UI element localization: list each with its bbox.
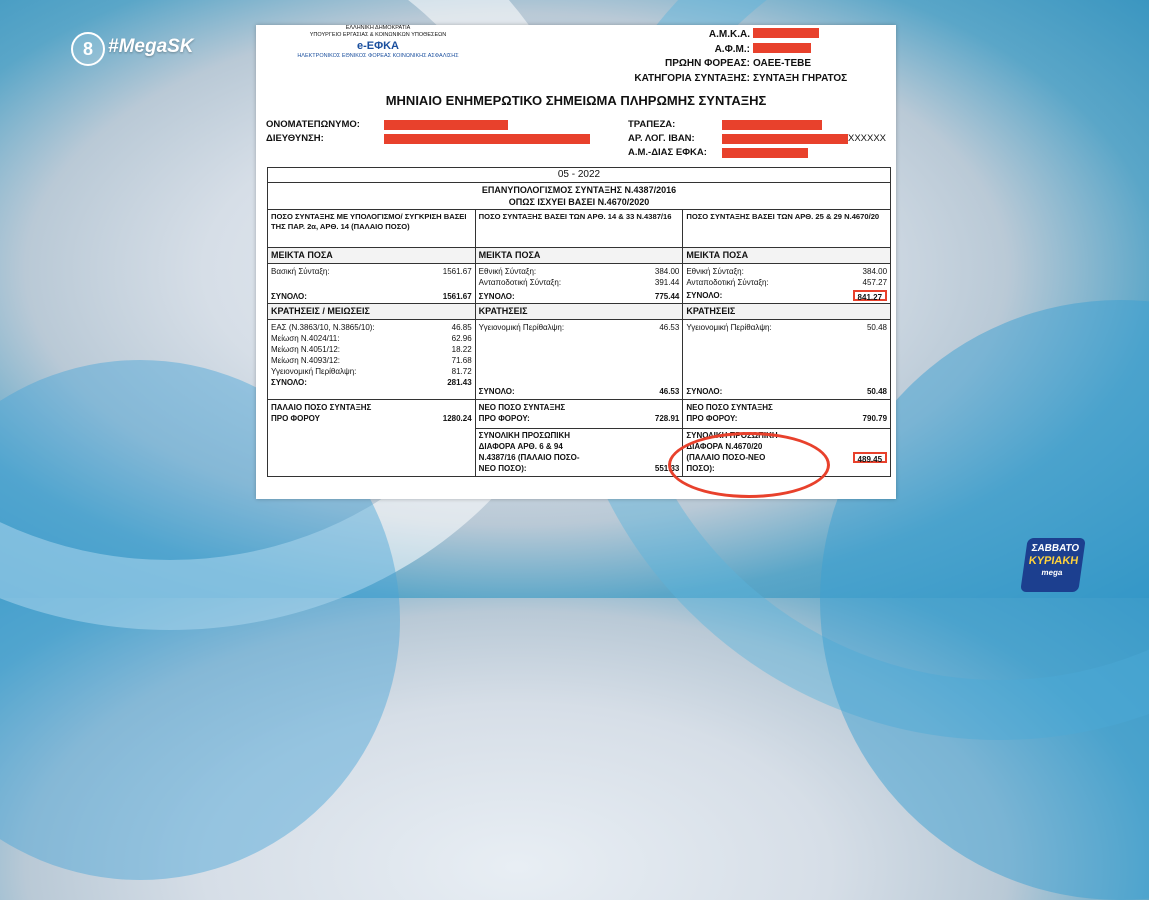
row-label: ΣΥΝΟΛΙΚΗ ΠΡΟΣΩΠΙΚΗ [478, 431, 571, 440]
former-org-value: ΟΑΕΕ-ΤΕΒΕ [753, 58, 812, 69]
row-label: ΠΟΣΟ): [686, 464, 715, 473]
show-logo [1020, 538, 1086, 592]
deductions-block [683, 320, 890, 400]
recalc-heading [268, 183, 890, 210]
redaction-bar [722, 134, 848, 144]
former-org-label: ΠΡΩΗΝ ΦΟΡΕΑΣ: [664, 58, 750, 69]
row-value: 384.00 [654, 267, 680, 276]
row-value: 281.43 [447, 378, 472, 387]
table-row [683, 266, 890, 277]
row-label: Ανταποδοτική Σύνταξη: [686, 278, 769, 287]
category-label: ΚΑΤΗΓΟΡΙΑ ΣΥΝΤΑΞΗΣ: [634, 72, 750, 84]
total-row [683, 290, 890, 301]
row-label: ΠΡΟ ΦΟΡΟΥ: [478, 414, 530, 423]
pre-tax-row [268, 413, 475, 424]
row-value: 50.48 [866, 387, 888, 396]
table-row [683, 322, 890, 333]
deductions-heading: ΚΡΑΤΗΣΕΙΣ [476, 304, 683, 320]
row-value: 1561.67 [442, 292, 472, 301]
row-label: ΔΙΑΦΟΡΑ Ν.4670/20 [686, 442, 763, 451]
row-value: 18.22 [451, 345, 472, 354]
row-label: Υγειονομική Περίθαλψη: [271, 367, 357, 376]
pre-tax-block [476, 400, 683, 429]
row-label: ΝΕΟ ΠΟΣΟ): [478, 464, 527, 473]
row-label: (ΠΑΛΑΙΟ ΠΟΣΟ-ΝΕΟ [686, 453, 766, 462]
row-label: Ν.4387/16 (ΠΑΛΑΙΟ ΠΟΣΟ- [478, 453, 580, 462]
pre-tax-block [683, 400, 890, 429]
row-value: 391.44 [654, 278, 680, 287]
row-value: 62.96 [451, 334, 472, 343]
table-row [683, 277, 890, 288]
period: 05 - 2022 [268, 168, 890, 183]
row-value: 775.44 [654, 292, 680, 301]
ministry-header [278, 25, 478, 60]
total-row [268, 291, 475, 302]
table-row [268, 366, 475, 377]
table-row [476, 277, 683, 288]
ministry-line: ΕΛΛΗΝΙΚΗ ΔΗΜΟΚΡΑΤΙΑ [345, 25, 411, 31]
row-label: Μείωση Ν.4024/11: [271, 334, 340, 343]
pre-tax-label [683, 402, 890, 413]
pre-tax-label [476, 402, 683, 413]
total-row [268, 377, 475, 388]
gross-heading: ΜΕΙΚΤΑ ΠΟΣΑ [683, 248, 890, 264]
redaction-bar [722, 148, 808, 158]
redaction-bar [722, 120, 822, 130]
personal-info [266, 118, 590, 146]
row-value: 1280.24 [442, 414, 472, 423]
table-row [268, 266, 475, 277]
row-value: 551.33 [654, 464, 680, 473]
show-logo-line: ΣΑΒΒΑΤΟ [1030, 543, 1080, 554]
gross-heading: ΜΕΙΚΤΑ ΠΟΣΑ [476, 248, 683, 264]
deductions-block [476, 320, 683, 400]
deductions-heading: ΚΡΑΤΗΣΕΙΣ / ΜΕΙΩΣΕΙΣ [268, 304, 475, 320]
difference-row [476, 463, 683, 474]
row-label: ΣΥΝΟΛΟ: [271, 292, 307, 301]
redaction-bar [753, 43, 811, 53]
document-title: ΜΗΝΙΑΙΟ ΕΝΗΜΕΡΩΤΙΚΟ ΣΗΜΕΙΩΜΑ ΠΛΗΡΩΜΗΣ ΣΥΝΤΑΞΗΣ [385, 93, 767, 108]
row-label: Εθνική Σύνταξη: [478, 267, 537, 276]
table-row [268, 355, 475, 366]
difference-label [476, 441, 683, 452]
show-hashtag: #MegaSK [108, 36, 194, 57]
row-value: 81.72 [451, 367, 472, 376]
total-row [683, 386, 890, 397]
iban-label: ΑΡ. ΛΟΓ. ΙΒΑΝ: [628, 133, 695, 144]
pre-tax-row [476, 413, 683, 424]
row-label: ΠΑΛΑΙΟ ΠΟΣΟ ΣΥΝΤΑΞΗΣ [271, 403, 372, 412]
gross-block [268, 264, 475, 304]
table-row [268, 277, 475, 288]
row-label: ΝΕΟ ΠΟΣΟ ΣΥΝΤΑΞΗΣ [478, 403, 566, 412]
address-label: ΔΙΕΥΘΥΝΣΗ: [266, 133, 324, 144]
efka-full-name: ΗΛΕΚΤΡΟΝΙΚΟΣ ΕΘΝΙΚΟΣ ΦΟΡΕΑΣ ΚΟΙΝΩΝΙΚΗΣ ΑΣΦΑΛΙΣΗΣ [297, 53, 459, 59]
table-row [268, 333, 475, 344]
row-label: ΣΥΝΟΛΟ: [478, 292, 515, 301]
row-value: 46.53 [659, 387, 680, 396]
channel-logo: 8 [71, 32, 105, 66]
column-old-amount [268, 210, 476, 476]
table-row [476, 322, 683, 333]
recalc-line: ΕΠΑΝΥΠΟΛΟΓΙΣΜΟΣ ΣΥΝΤΑΞΗΣ Ν.4387/2016 [481, 185, 677, 195]
row-label: ΣΥΝΟΛΟ: [271, 378, 307, 387]
row-label: ΠΡΟ ΦΟΡΟΥ [271, 414, 321, 423]
row-label: ΕΑΣ (Ν.3863/10, Ν.3865/10): [271, 323, 375, 332]
show-logo-line: mega [1040, 568, 1064, 577]
bank-label: ΤΡΑΠΕΖΑ: [628, 119, 676, 130]
table-row [476, 266, 683, 277]
difference-label [476, 430, 683, 441]
deductions-heading: ΚΡΑΤΗΣΕΙΣ [683, 304, 890, 320]
deductions-block [268, 320, 475, 400]
row-value: 50.48 [866, 323, 888, 332]
table-columns [268, 210, 890, 476]
pension-table [267, 167, 891, 477]
pre-tax-label [268, 402, 475, 413]
amka-label: Α.Μ.Κ.Α. [708, 29, 750, 40]
column-new-amount-4387 [476, 210, 684, 476]
row-value: 384.00 [862, 267, 888, 276]
difference-block [476, 429, 683, 474]
row-label: ΣΥΝΟΛΟ: [478, 387, 515, 396]
row-label: Βασική Σύνταξη: [271, 267, 330, 276]
table-row [268, 322, 475, 333]
difference-label [476, 452, 683, 463]
row-label: Μείωση Ν.4051/12: [271, 345, 341, 354]
gross-heading: ΜΕΙΚΤΑ ΠΟΣΑ [268, 248, 475, 264]
redaction-bar [384, 120, 508, 130]
row-label: ΣΥΝΟΛΟ: [686, 387, 723, 396]
bank-info [628, 118, 886, 160]
afm-label: Α.Φ.Μ.: [714, 43, 750, 55]
row-label: Εθνική Σύνταξη: [686, 267, 744, 276]
row-value: 728.91 [654, 414, 680, 423]
pre-tax-row [683, 413, 890, 424]
iban-suffix: XXXXXX [848, 133, 887, 144]
highlighted-difference: 489.45 [853, 452, 887, 463]
column-header: ΠΟΣΟ ΣΥΝΤΑΞΗΣ ΜΕ ΥΠΟΛΟΓΙΣΜΟ/ ΣΥΓΚΡΙΣΗ ΒΑΣΕΙ ΤΗΣ ΠΑΡ. 2α, ΑΡΘ. 14 (ΠΑΛΑΙΟ ΠΟΣΟ) [268, 210, 475, 248]
row-value: 46.85 [451, 323, 472, 332]
efka-reg-label: Α.Μ.-ΔΙΑΣ ΕΦΚΑ: [628, 147, 707, 158]
row-value: 46.53 [659, 323, 680, 332]
row-label: ΣΥΝΟΛΙΚΗ ΠΡΟΣΩΠΙΚΗ [686, 431, 778, 440]
column-header: ΠΟΣΟ ΣΥΝΤΑΞΗΣ ΒΑΣΕΙ ΤΩΝ ΑΡΘ. 25 & 29 Ν.4670/20 [683, 210, 890, 248]
efka-logo-text: e-ΕΦΚΑ [356, 40, 400, 52]
total-row [476, 291, 683, 302]
pre-tax-block [268, 400, 475, 476]
highlighted-total: 841.27 [853, 290, 887, 301]
row-label: Ανταποδοτική Σύνταξη: [478, 278, 562, 287]
row-label: ΠΡΟ ΦΟΡΟΥ: [686, 414, 738, 423]
row-label: Υγειονομική Περίθαλψη: [686, 323, 772, 332]
category-value: ΣΥΝΤΑΞΗ ΓΗΡΑΤΟΣ [753, 72, 848, 84]
row-label: Μείωση Ν.4093/12: [271, 356, 341, 365]
row-label: ΣΥΝΟΛΟ: [686, 291, 723, 300]
beneficiary-header [624, 28, 886, 86]
pension-statement-document [256, 25, 896, 499]
redaction-bar [384, 134, 590, 144]
total-row [476, 386, 683, 397]
row-label: Υγειονομική Περίθαλψη: [478, 323, 565, 332]
row-value: 457.27 [862, 278, 888, 287]
name-label: ΟΝΟΜΑΤΕΠΩΝΥΜΟ: [266, 119, 360, 130]
row-label: ΝΕΟ ΠΟΣΟ ΣΥΝΤΑΞΗΣ [686, 403, 773, 412]
gross-block [476, 264, 683, 304]
row-value: 790.79 [862, 414, 888, 423]
column-header: ΠΟΣΟ ΣΥΝΤΑΞΗΣ ΒΑΣΕΙ ΤΩΝ ΑΡΘ. 14 & 33 Ν.4387/16 [476, 210, 683, 248]
row-value: 1561.67 [442, 267, 472, 276]
row-label: ΔΙΑΦΟΡΑ ΑΡΘ. 6 & 94 [478, 442, 563, 451]
show-logo-line: ΚΥΡΙΑΚΗ [1027, 555, 1080, 567]
redaction-bar [753, 28, 819, 38]
recalc-line: ΟΠΩΣ ΙΣΧΥΕΙ ΒΑΣΕΙ Ν.4670/2020 [508, 197, 650, 207]
gross-block [683, 264, 890, 304]
highlight-circle [668, 432, 830, 498]
table-row [268, 344, 475, 355]
row-value: 71.68 [451, 356, 472, 365]
ministry-line: ΥΠΟΥΡΓΕΙΟ ΕΡΓΑΣΙΑΣ & ΚΟΙΝΩΝΙΚΩΝ ΥΠΟΘΕΣΕΩΝ [309, 32, 447, 38]
